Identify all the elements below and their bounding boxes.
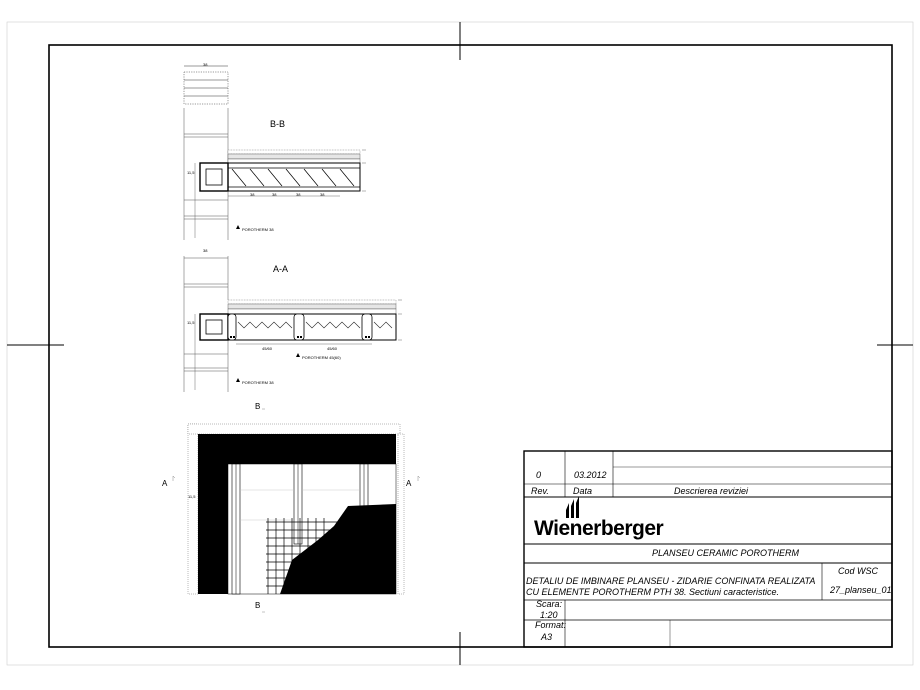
dim-aa-1: 45/60 (262, 346, 273, 351)
drawing-title-line-2: CU ELEMENTE POROTHERM PTH 38. Sectiuni caracteristice. (526, 587, 780, 597)
plan-marker-b-bottom: B (255, 601, 261, 610)
plan-marker-b-top: B (255, 402, 261, 411)
drawing-title-line-1: DETALIU DE IMBINARE PLANSEU - ZIDARIE CONFINATA REALIZATA (526, 576, 816, 586)
section-bb-title: B-B (270, 119, 286, 129)
col-date-header: Data (573, 486, 593, 496)
plan-view (173, 409, 420, 612)
outer-frame (7, 22, 913, 665)
wienerberger-logo-icon (566, 496, 579, 518)
aa-element-label-2: POROTHERM 38 (242, 380, 274, 385)
rev-number: 0 (536, 470, 542, 480)
dim-wall-width-aa: 38 (203, 248, 208, 253)
cod-label: Cod WSC (838, 566, 879, 576)
scale-value: 1:20 (540, 610, 558, 620)
aa-element-label-1: POROTHERM 45(60) (302, 355, 341, 360)
col-rev-header: Rev. (531, 486, 549, 496)
plan-marker-a-left: A (162, 479, 168, 488)
wall-top-detail (184, 66, 228, 104)
dim-bb-2: 38 (272, 192, 277, 197)
dim-bb-3: 38 (296, 192, 301, 197)
bb-element-label: POROTHERM 38 (242, 227, 274, 232)
dim-bb-1: 38 (250, 192, 255, 197)
format-label: Format: (535, 620, 567, 630)
cod-value: 27_planseu_01 (830, 585, 892, 595)
dim-slab-h-plan: 11,5 (188, 494, 196, 499)
col-desc-header: Descrierea reviziei (674, 486, 749, 496)
dim-slab-h-bb: 11,5 (187, 170, 195, 175)
dim-slab-h-aa: 11,5 (187, 320, 195, 325)
company-logo-text: Wienerberger (534, 517, 664, 540)
section-aa (184, 256, 402, 392)
format-value: A3 (541, 632, 553, 642)
project-title: PLANSEU CERAMIC POROTHERM (652, 548, 800, 558)
center-marks (7, 22, 913, 665)
dim-wall-width-top: 38 (203, 62, 208, 67)
rev-date: 03.2012 (574, 470, 607, 480)
scale-label: Scara: (536, 599, 563, 609)
dim-aa-2: 45/60 (327, 346, 338, 351)
plan-marker-a-right: A (406, 479, 412, 488)
dim-bb-4: 38 (320, 192, 325, 197)
section-aa-title: A-A (273, 264, 289, 274)
